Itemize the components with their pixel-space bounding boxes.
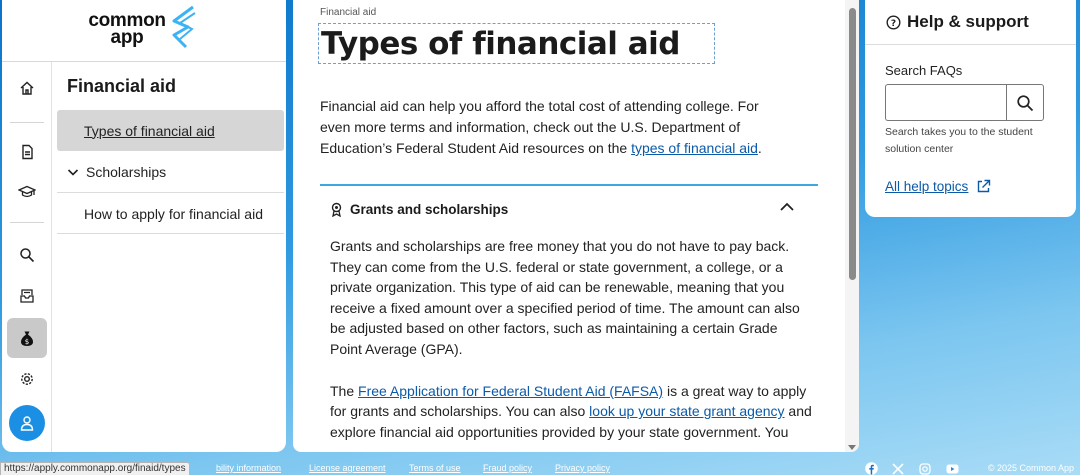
intro-text [320, 96, 790, 159]
accordion-title: Grants and scholarships [350, 201, 509, 217]
svg-text:$: $ [24, 337, 30, 346]
main-content [293, 0, 859, 452]
search-icon [1016, 94, 1034, 112]
rail-separator [10, 122, 44, 123]
facebook-icon[interactable] [864, 462, 878, 475]
nav-divider [57, 233, 284, 234]
help-title: Help & support [907, 12, 1029, 31]
gear-icon [19, 371, 35, 387]
intro-text-end: . [757, 140, 762, 156]
search-icon [19, 247, 35, 263]
faq-label: Search FAQs [885, 63, 963, 78]
help-circle-icon [886, 15, 901, 30]
nav-item-how-to-apply[interactable] [57, 193, 284, 234]
instagram-icon[interactable] [918, 462, 932, 475]
common-app-logo[interactable] [88, 12, 166, 46]
external-link-icon [976, 179, 991, 194]
money-bag-icon [19, 330, 35, 347]
rail-search-button[interactable] [7, 235, 47, 275]
nav-item-scholarships[interactable] [57, 151, 284, 192]
footer-link-fraud[interactable]: Fraud policy [483, 463, 533, 473]
logo-line-2: app [110, 27, 144, 48]
rail-financial-aid-button[interactable] [7, 318, 47, 358]
icon-rail [2, 62, 52, 452]
rail-profile-button[interactable] [9, 405, 45, 441]
scrollbar-thumb[interactable] [849, 8, 856, 280]
rail-home-button[interactable] [7, 68, 47, 108]
footer-link-privacy[interactable]: Privacy policy [555, 463, 611, 473]
faq-search-input[interactable] [885, 84, 1006, 121]
accordion-header-grants[interactable] [330, 199, 795, 219]
state-grant-agency-link[interactable]: look up your state grant agency [589, 403, 785, 420]
intro-text-start: Financial aid can help you afford the total cost of attending college. For even more terms and information, check out the U.S. Department of Education’s Federal Student Aid resources on the [320, 98, 759, 156]
inbox-icon [19, 288, 35, 304]
rail-inbox-button[interactable] [7, 276, 47, 316]
x-twitter-icon[interactable] [891, 462, 905, 475]
logo-area [2, 0, 286, 62]
document-icon [19, 144, 35, 160]
scrollbar[interactable] [845, 0, 859, 452]
faq-search-button[interactable] [1006, 84, 1044, 121]
user-icon [19, 415, 35, 431]
home-icon [19, 80, 35, 96]
help-panel [865, 0, 1076, 217]
footer-link-accessibility[interactable]: bility information [216, 463, 282, 473]
youtube-icon[interactable] [945, 462, 959, 475]
logo-mark-icon [168, 5, 198, 49]
nav-item-label: How to apply for financial aid [84, 205, 263, 222]
status-bar-url: https://apply.commonapp.org/finaid/types [0, 462, 190, 475]
graduation-cap-icon [18, 184, 36, 200]
fafsa-text-b: is a great way to apply for grants and scholarships. You can also [330, 382, 807, 420]
chevron-down-icon [67, 167, 79, 177]
all-help-topics-link[interactable] [885, 179, 991, 194]
breadcrumb: Financial aid [320, 7, 377, 18]
award-ribbon-icon [330, 202, 343, 217]
svg-text:?: ? [890, 18, 897, 29]
fafsa-text-a: The [330, 382, 359, 399]
scroll-down-arrow[interactable] [848, 445, 856, 450]
accordion-body [330, 236, 812, 442]
rail-documents-button[interactable] [7, 132, 47, 172]
rail-separator [10, 222, 44, 223]
accordion-top-rule [320, 184, 818, 186]
fafsa-paragraph [330, 381, 812, 443]
footer-link-terms[interactable]: Terms of use [409, 463, 461, 473]
page-title: Types of financial aid [318, 23, 715, 64]
nav-title: Financial aid [67, 76, 177, 96]
chevron-up-icon[interactable] [779, 201, 795, 213]
logo-line-1: common [88, 10, 166, 31]
rail-settings-button[interactable] [7, 359, 47, 399]
copyright: © 2025 Common App [987, 463, 1074, 473]
help-header [865, 0, 1076, 45]
left-panel [2, 0, 286, 452]
footer [0, 462, 1080, 475]
nav-item-types-of-financial-aid[interactable] [57, 110, 284, 151]
rail-college-button[interactable] [7, 172, 47, 212]
all-help-topics-label: All help topics [885, 179, 969, 194]
footer-link-license[interactable]: License agreement [309, 463, 386, 473]
fafsa-text-c: and explore financial aid opportunities provided by your state government. You [330, 403, 812, 440]
grants-paragraph: Grants and scholarships are free money that you do not have to pay back. They can come from the U.S. federal or state government, a college, or a private organization. This type of aid can be renewable, meaning that you receive a fixed amount over a specified period of time. The amount can also be adjusted based on other factors, such as maintaining a certain Grade Point Average (GPA). [330, 238, 800, 357]
social-links [864, 462, 959, 475]
faq-hint: Search takes you to the student solution center [885, 126, 1033, 155]
fafsa-link[interactable]: Free Application for Federal Student Aid (FAFSA) [358, 382, 664, 399]
nav-item-label: Types of financial aid [84, 122, 215, 139]
types-of-financial-aid-link[interactable]: types of financial aid [631, 140, 758, 156]
nav-item-label: Scholarships [86, 163, 167, 180]
